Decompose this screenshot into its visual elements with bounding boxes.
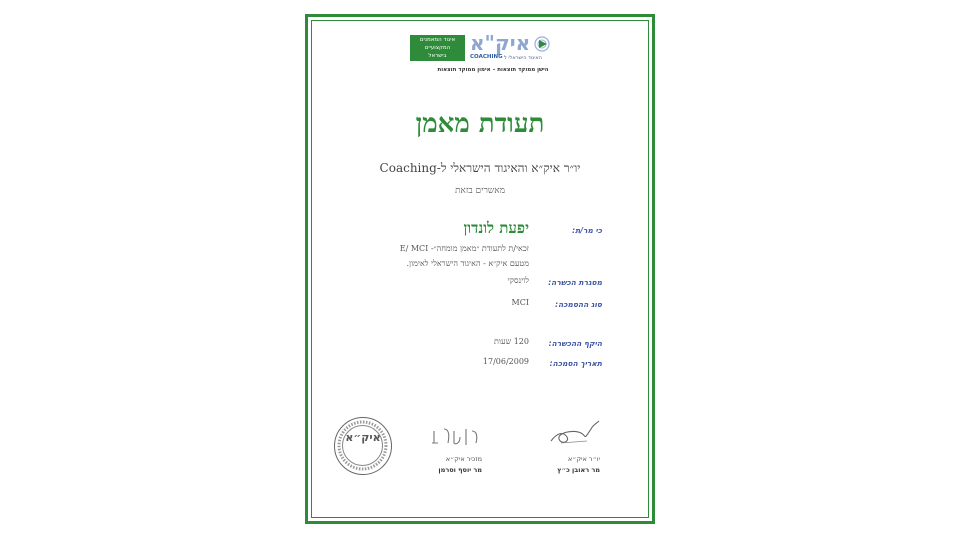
certificate-title: תעודת מאמן: [415, 109, 545, 139]
date-label: תאריך הסמכה:: [549, 359, 602, 368]
chair-name: מר ראובן כ״ץ: [557, 466, 600, 474]
logo-coaching: COACHING: [470, 54, 503, 60]
tagline: הישן ממוקד תוצאות – אימון ממוקד תוצאות: [437, 67, 549, 73]
secretary-label: מזכיר איק״א: [445, 455, 482, 463]
chair-label: יו״ר איק״א: [567, 455, 600, 463]
cert-type-label: סוג ההסמכה:: [555, 300, 602, 309]
logo-sub: האיגוד הישראלי ל: [504, 55, 542, 61]
recipient-label: כי מר/ת:: [572, 226, 602, 235]
ika-logo: [470, 31, 552, 65]
hours-label: היקף ההכשרה:: [548, 339, 602, 348]
framework-value: לוינסקי: [507, 276, 529, 285]
certificate: [305, 14, 655, 524]
org-box-line: איגוד המאמנים: [419, 37, 456, 43]
date-value: 17/06/2009: [482, 357, 529, 366]
logo-word: איק"א: [470, 31, 531, 55]
certify-line: מאשרים בזאת: [454, 186, 506, 196]
description-line: מטעם איק״א - האיגוד הישראלי לאימון.: [406, 259, 529, 268]
hours-value: 120 שעות: [494, 337, 529, 346]
issuer-line: יו״ר איק״א והאיגוד הישראלי ל-Coaching: [379, 161, 581, 175]
org-logo-box: [410, 35, 465, 61]
description-line: זכאי/ת לתעודת ״מאמן מומחה״- E/ MCI: [399, 244, 529, 253]
official-seal: [334, 417, 392, 475]
recipient-name: יפעת לונדון: [463, 219, 529, 237]
cert-type-value: MCI: [511, 298, 529, 307]
radiating-arrow-icon: [534, 34, 552, 54]
secretary-signature: [428, 423, 483, 451]
org-box-line: בישראל: [428, 53, 447, 59]
framework-label: מסגרת הכשרה:: [548, 278, 602, 287]
seal-word: איק״א: [345, 431, 381, 444]
org-box-line: המקצועיים: [424, 45, 451, 51]
chair-signature: [543, 417, 603, 449]
secretary-name: מר יוסף וסרמן: [438, 466, 482, 474]
